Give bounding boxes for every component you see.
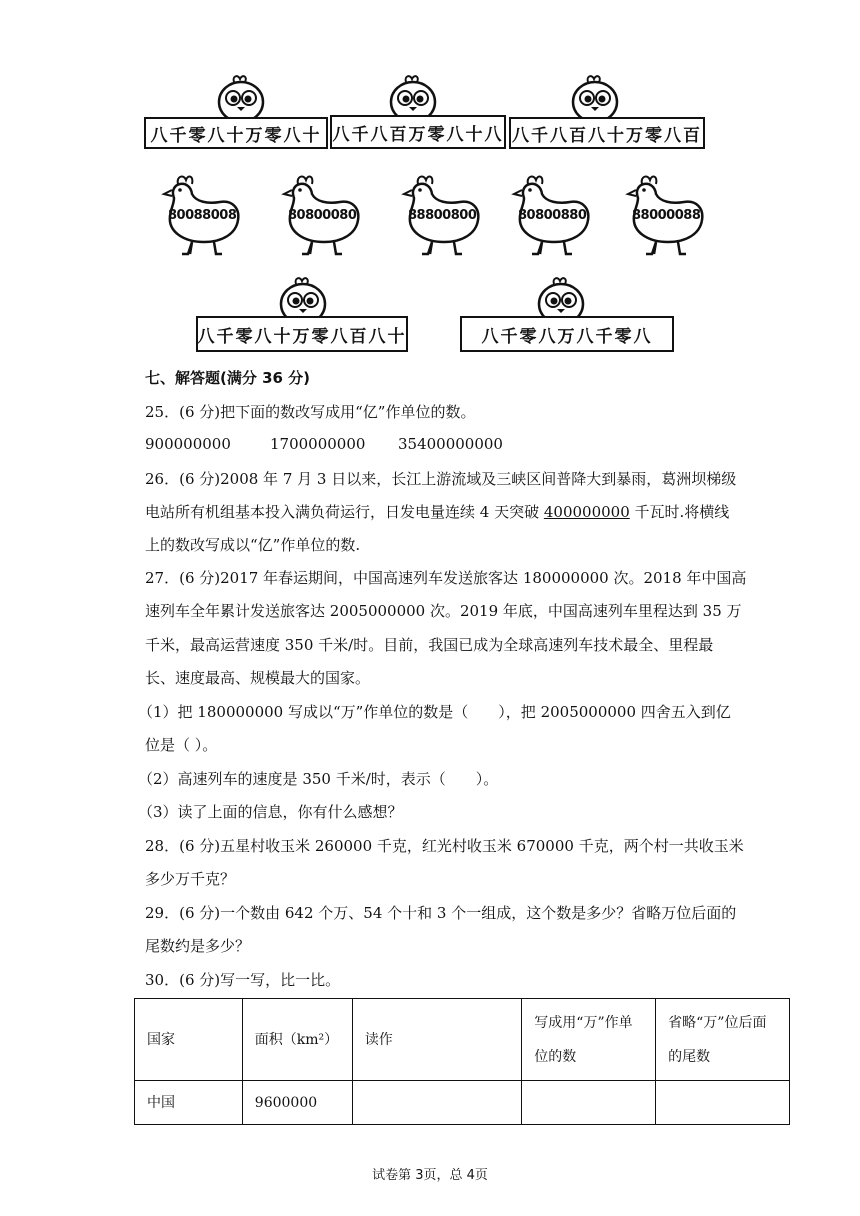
page-footer: 试卷第 3页，总 4页 xyxy=(372,1168,488,1183)
cell-read-as[interactable] xyxy=(352,1081,522,1125)
q26-underlined-number: 400000000 xyxy=(543,503,630,521)
hen-2 xyxy=(280,168,370,260)
table-row xyxy=(135,1081,790,1125)
hen-number: 80800080 xyxy=(288,208,357,223)
sign-1: 八千零八十万零八十 xyxy=(144,117,328,149)
section-title: 七、解答题(满分 36 分) xyxy=(145,369,311,387)
header-approx-wan: 省略“万”位后面的尾数 xyxy=(656,999,790,1081)
question-26-line3: 上的数改写成以“亿”作单位的数. xyxy=(145,536,361,554)
q25-number-1: 900000000 xyxy=(145,435,231,453)
question-29-line2: 尾数约是多少？ xyxy=(145,937,251,955)
cell-area: 9600000 xyxy=(242,1081,352,1125)
hen-number: 80088008 xyxy=(168,208,237,223)
hen-number: 88000088 xyxy=(632,208,701,223)
question-27-sub3: （3）读了上面的信息，你有什么感想？ xyxy=(138,803,403,821)
sign-4: 八千零八十万零八百八十 xyxy=(196,316,408,352)
q26-text: 千瓦时.将横线 xyxy=(629,503,730,521)
question-28-line2: 多少万千克？ xyxy=(145,870,236,888)
question-27-sub2: （2）高速列车的速度是 350 千米/时，表示（ ）。 xyxy=(138,770,499,788)
hen-number: 88800800 xyxy=(408,208,477,223)
question-29-line1: 29．(6 分)一个数由 642 个万、54 个十和 3 个一组成，这个数是多少？省略万位后面的 xyxy=(145,904,737,922)
header-area: 面积（km²） xyxy=(242,999,352,1081)
question-27-sub1b: 位是（ ）。 xyxy=(145,736,218,754)
table-header-row xyxy=(135,999,790,1081)
header-wan-unit: 写成用“万”作单位的数 xyxy=(522,999,656,1081)
country-area-table xyxy=(134,998,790,1125)
hen-3 xyxy=(400,168,490,260)
question-27-sub1a: （1）把 180000000 写成以“万”作单位的数是（ ），把 2005000000 四舍五入到亿 xyxy=(138,703,731,721)
cell-country: 中国 xyxy=(135,1081,243,1125)
question-26-line2 xyxy=(145,501,729,522)
q25-number-3: 35400000000 xyxy=(398,435,503,453)
question-30: 30．(6 分)写一写，比一比。 xyxy=(145,971,341,989)
sign-5: 八千零八万八千零八 xyxy=(460,316,674,352)
question-27-line3: 千米，最高运营速度 350 千米/时。目前，我国已成为全球高速列车技术最全、里程最 xyxy=(145,636,714,654)
cell-wan-unit[interactable] xyxy=(522,1081,656,1125)
cell-approx-wan[interactable] xyxy=(656,1081,790,1125)
header-read-as: 读作 xyxy=(352,999,522,1081)
hen-number: 80800880 xyxy=(518,208,587,223)
question-27-line2: 速列车全年累计发送旅客达 2005000000 次。2019 年底，中国高速列车里程达到 35 万 xyxy=(145,602,742,620)
question-25: 25．(6 分)把下面的数改写成用“亿”作单位的数。 xyxy=(145,403,476,421)
header-country: 国家 xyxy=(135,999,243,1081)
q26-text: 电站所有机组基本投入满负荷运行，日发电量连续 4 天突破 xyxy=(145,503,544,521)
sign-2: 八千八百万零八十八 xyxy=(330,115,506,149)
question-27-line4: 长、速度最高、规模最大的国家。 xyxy=(145,669,371,687)
question-28-line1: 28．(6 分)五星村收玉米 260000 千克，红光村收玉米 670000 千克，两个村一共收玉米 xyxy=(145,837,744,855)
sign-3: 八千八百八十万零八百 xyxy=(509,117,705,149)
question-27-line1: 27．(6 分)2017 年春运期间，中国高速列车发送旅客达 180000000 次。2018 年中国高 xyxy=(145,569,747,587)
question-26-line1: 26．(6 分)2008 年 7 月 3 日以来，长江上游流域及三峡区间普降大到暴雨，葛洲坝梯级 xyxy=(145,470,737,488)
hen-5 xyxy=(624,168,714,260)
hen-1 xyxy=(160,168,250,260)
hen-4 xyxy=(510,168,600,260)
q25-number-2: 1700000000 xyxy=(270,435,366,453)
